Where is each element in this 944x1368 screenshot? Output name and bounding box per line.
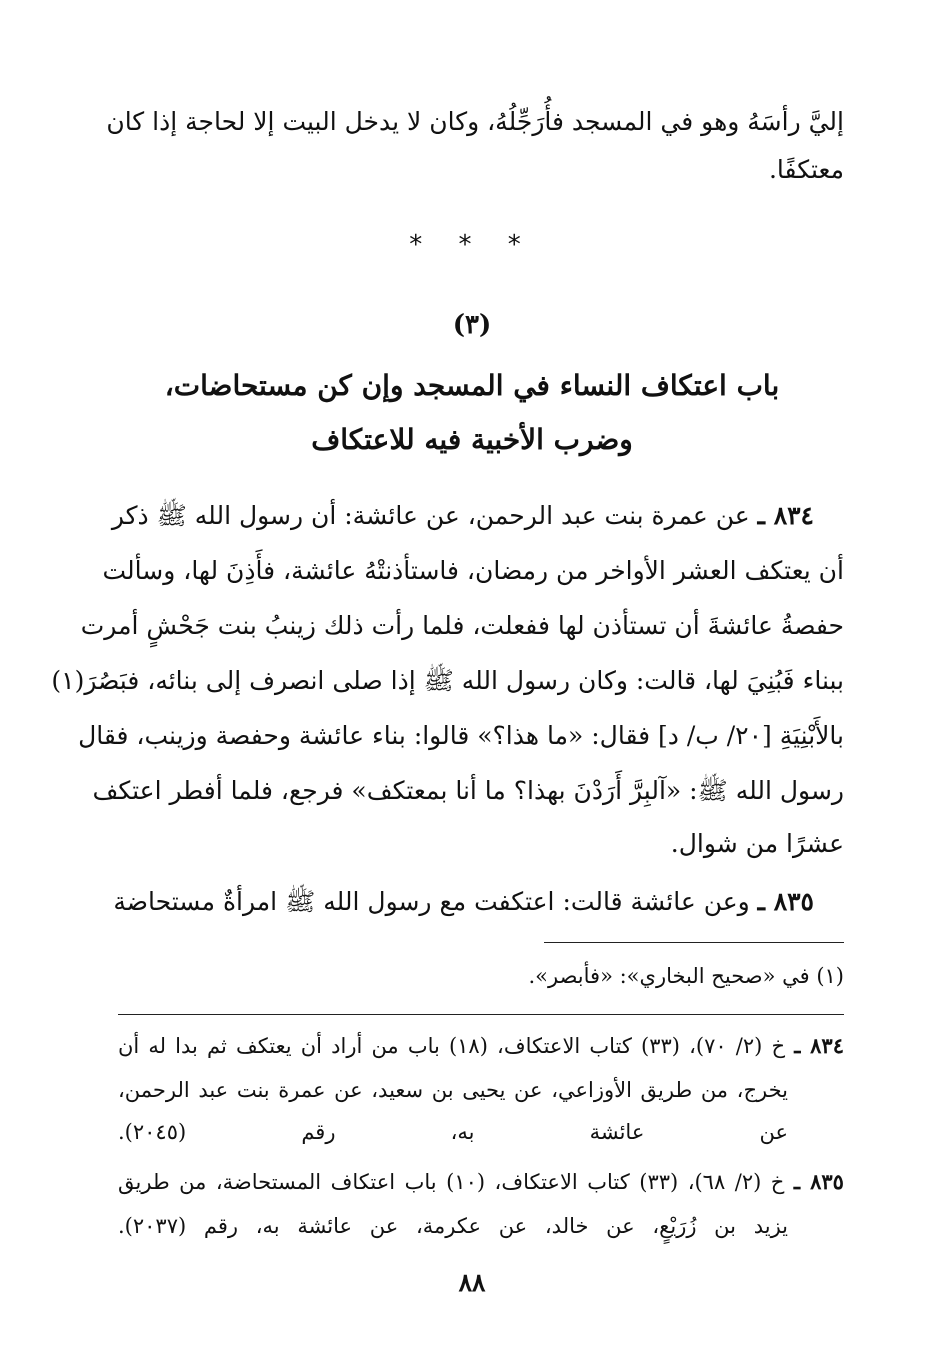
hadith-834-line-2: أن يعتكف العشر الأواخر من رمضان، فاستأذنتْهُ عائشة، فأَذِنَ لها، وسألت — [102, 556, 844, 585]
hadith-834-line-1-text: عن عمرة بنت عبد الرحمن، عن عائشة: أن رسول الله ﷺ ذكر — [111, 501, 750, 530]
hadith-834-line-1 — [111, 490, 814, 542]
section-separator: * * * — [409, 230, 535, 260]
hadith-835-line-1-text: وعن عائشة قالت: اعتكفت مع رسول الله ﷺ امرأةٌ مستحاضة — [113, 887, 750, 916]
footnote-rule — [544, 942, 844, 943]
hadith-834-line-4: ببناء فَبُنِيَ لها، قالت: وكان رسول الله ﷺ إذا صلى انصرف إلى بنائه، فبَصُرَ(١) — [51, 666, 844, 695]
ref-834-line-1 — [118, 1024, 844, 1068]
hadith-835-line-1 — [113, 876, 814, 928]
hadith-834-line-5: بالأَبْنِيَةِ [٢٠/ ب/ د] فقال: «ما هذا؟» قالوا: بناء عائشة وحفصة وزينب، فقال — [78, 721, 844, 750]
ref-834-line-1-text: خ (٢/ ٧٠)، (٣٣) كتاب الاعتكاف، (١٨) باب من أراد أن يعتكف ثم بدا له أن — [118, 1034, 786, 1058]
hadith-834-line-7: عشرًا من شوال. — [670, 829, 844, 858]
chapter-title-line-1: باب اعتكاف النساء في المسجد وإن كن مستحاضات، — [164, 369, 780, 402]
intro-line-1: إليَّ رأسَهُ وهو في المسجد فأُرَجِّلُهُ، وكان لا يدخل البيت إلا لحاجة إذا كان — [106, 107, 844, 136]
chapter-title-line-2: وضرب الأخبية فيه للاعتكاف — [311, 423, 633, 456]
footnote-1: (١) في «صحيح البخاري»: «فأبصر». — [528, 964, 844, 988]
hadith-834-number: ٨٣٤ ـ — [757, 501, 814, 530]
hadith-834-line-6: رسول الله ﷺ: «آلبِرَّ أَرَدْنَ بهذا؟ ما أنا بمعتكف» فرجع، فلما أفطر اعتكف — [92, 776, 844, 805]
references-rule — [118, 1014, 844, 1015]
intro-line-2: معتكفًا. — [768, 155, 844, 184]
ref-835-line-2: يزيد بن زُرَيْعٍ، عن خالد، عن عكرمة، عن عائشة به، رقم (٢٠٣٧). — [118, 1214, 788, 1238]
hadith-834-line-3: حفصةُ عائشةَ أن تستأذن لها ففعلت، فلما رأت ذلك زينبُ بنت جَحْشٍ أمرت — [80, 611, 844, 640]
ref-834-line-3: عن عائشة به، رقم (٢٠٤٥). — [118, 1120, 788, 1144]
ref-834-line-2: يخرج، من طريق الأوزاعي، عن يحيى بن سعيد، عن عمرة بنت عبد الرحمن، — [118, 1078, 788, 1102]
hadith-835-number: ٨٣٥ ـ — [757, 887, 814, 916]
ref-835-line-1-text: خ (٢/ ٦٨)، (٣٣) كتاب الاعتكاف، (١٠) باب اعتكاف المستحاضة، من طريق — [118, 1170, 785, 1194]
ref-834-number: ٨٣٤ ـ — [794, 1033, 844, 1058]
ref-835-line-1 — [118, 1160, 844, 1204]
page-number: ٨٨ — [458, 1268, 486, 1297]
chapter-number: (٣) — [452, 310, 492, 340]
ref-835-number: ٨٣٥ ـ — [793, 1169, 844, 1194]
